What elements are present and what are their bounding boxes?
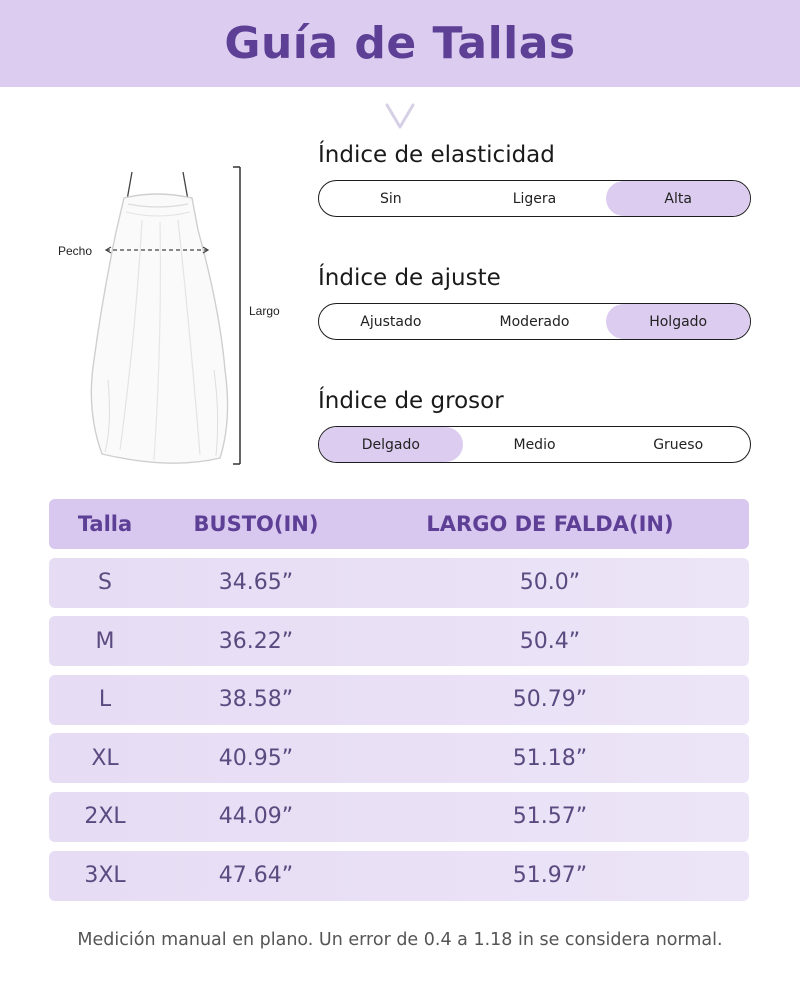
header-banner (0, 0, 800, 87)
thickness-option-thick: Grueso (653, 436, 704, 453)
thickness-option-medium: Medio (513, 436, 556, 453)
bust-cell: 38.58” (218, 687, 294, 713)
elasticity-option-none: Sin (380, 190, 402, 207)
length-cell: 51.97” (512, 863, 588, 889)
dress-figure (50, 160, 300, 470)
header-size: Talla (77, 512, 133, 536)
length-label: Largo (249, 304, 280, 318)
bust-cell: 47.64” (218, 863, 294, 889)
bust-label: Pecho (58, 244, 93, 258)
fit-scale (318, 303, 751, 340)
size-cell: 3XL (84, 863, 126, 889)
table-row (49, 675, 749, 725)
length-cell: 51.57” (512, 804, 588, 830)
bust-cell: 34.65” (218, 570, 294, 596)
fit-option-tight: Ajustado (360, 313, 422, 330)
bust-cell: 40.95” (218, 745, 294, 771)
length-cell: 50.79” (512, 687, 588, 713)
fit-title: Índice de ajuste (318, 265, 501, 291)
elasticity-index (318, 142, 751, 217)
thickness-title: Índice de grosor (318, 388, 504, 414)
table-row (49, 851, 749, 901)
elasticity-title: Índice de elasticidad (318, 142, 555, 168)
fit-option-moderate: Moderado (499, 313, 570, 330)
bust-cell: 36.22” (218, 628, 294, 654)
length-cell: 50.0” (519, 570, 581, 596)
table-row (49, 616, 749, 666)
size-cell: XL (91, 745, 119, 771)
thickness-index (318, 388, 751, 463)
elasticity-option-high: Alta (606, 181, 750, 216)
table-row (49, 792, 749, 842)
bust-cell: 44.09” (218, 804, 294, 830)
elasticity-scale (318, 180, 751, 217)
chevron-down-icon (384, 102, 416, 130)
thickness-scale (318, 426, 751, 463)
fit-index (318, 265, 751, 340)
size-table (49, 499, 749, 909)
size-cell: M (95, 628, 115, 654)
length-cell: 51.18” (512, 745, 588, 771)
size-cell: 2XL (84, 804, 126, 830)
size-cell: L (98, 687, 112, 713)
fit-option-loose: Holgado (606, 304, 750, 339)
table-header-row (49, 499, 749, 549)
elasticity-option-light: Ligera (512, 190, 557, 207)
table-row (49, 733, 749, 783)
thickness-option-thin: Delgado (319, 427, 463, 462)
measurement-note: Medición manual en plano. Un error de 0.4 a 1.18 in se considera normal. (77, 930, 723, 950)
size-cell: S (98, 570, 112, 596)
length-cell: 50.4” (519, 628, 581, 654)
header-bust: BUSTO(IN) (193, 512, 319, 536)
table-row (49, 558, 749, 608)
page-title: Guía de Tallas (224, 18, 576, 69)
header-length: LARGO DE FALDA(IN) (426, 512, 674, 536)
